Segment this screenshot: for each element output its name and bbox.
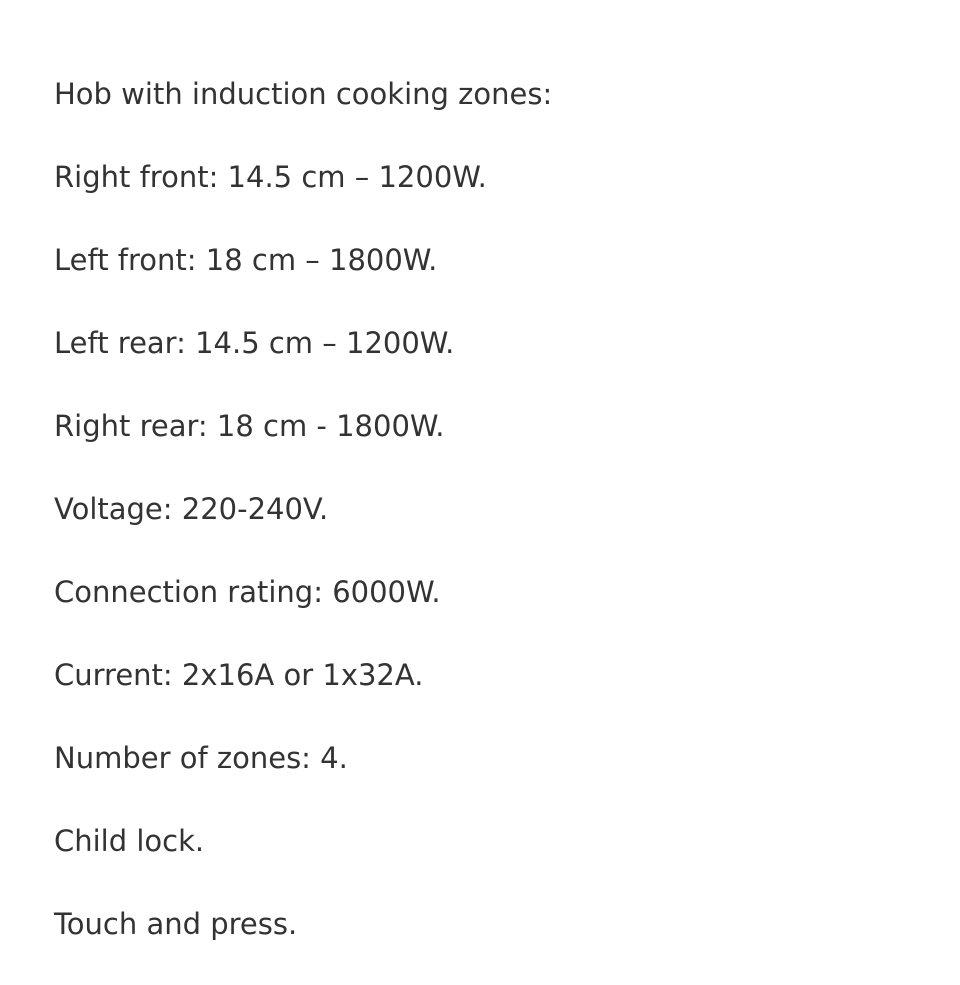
spec-number-of-zones: Number of zones: 4. [54, 741, 348, 775]
product-spec-list [54, 72, 552, 985]
spec-right-front-zone: Right front: 14.5 cm – 1200W. [54, 160, 487, 194]
spec-left-rear-zone: Left rear: 14.5 cm – 1200W. [54, 326, 455, 360]
spec-voltage: Voltage: 220-240V. [54, 492, 329, 526]
spec-left-front-zone: Left front: 18 cm – 1800W. [54, 243, 438, 277]
spec-connection-rating: Connection rating: 6000W. [54, 575, 441, 609]
spec-touch-and-press: Touch and press. [54, 907, 298, 941]
spec-right-rear-zone: Right rear: 18 cm - 1800W. [54, 409, 445, 443]
spec-current: Current: 2x16A or 1x32A. [54, 658, 424, 692]
spec-child-lock: Child lock. [54, 824, 205, 858]
spec-heading-induction-zones: Hob with induction cooking zones: [54, 77, 553, 111]
